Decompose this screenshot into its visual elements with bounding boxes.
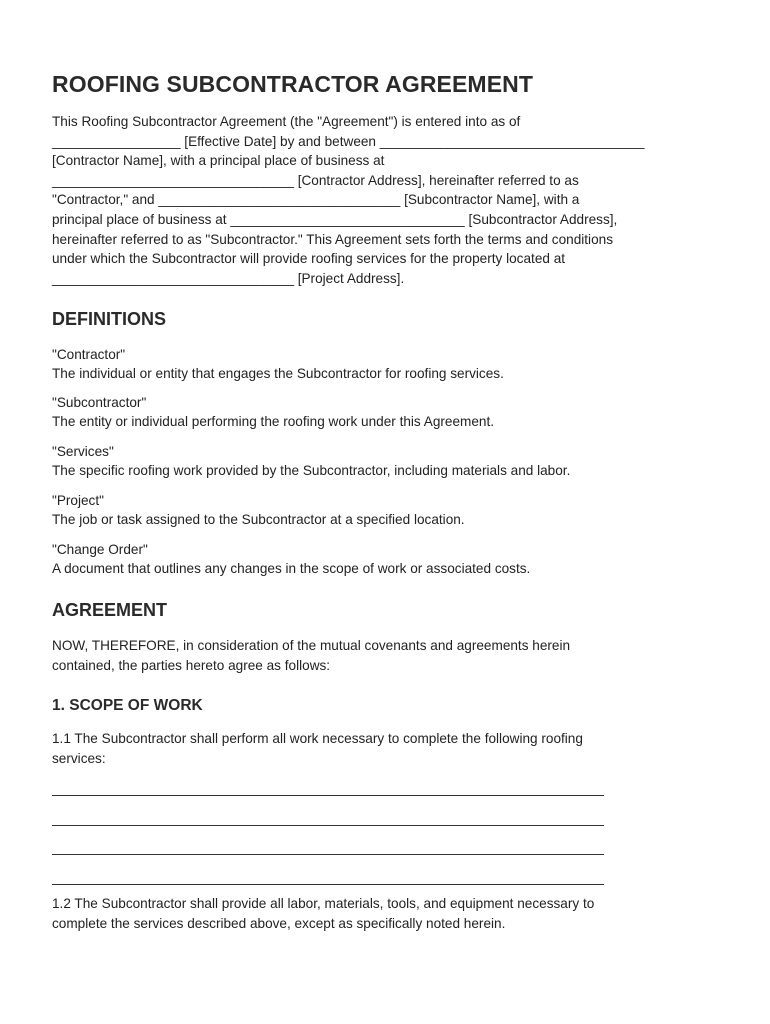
intro-line: This Roofing Subcontractor Agreement (the "Agreement") is entered into as of — [52, 114, 521, 129]
services-blank-line[interactable] — [52, 854, 604, 855]
clause-1-2 — [52, 894, 732, 933]
intro-line: hereinafter referred to as "Subcontractor." This Agreement sets forth the terms and conditions — [52, 231, 613, 247]
definition-description: The job or task assigned to the Subcontractor at a specified location. — [52, 512, 465, 528]
paragraph-line: complete the services described above, except as specifically noted herein. — [52, 915, 506, 931]
definition-description: A document that outlines any changes in the scope of work or associated costs. — [52, 561, 531, 577]
definition-item — [52, 345, 732, 384]
intro-line: "Contractor," and ________________________________ [Subcontractor Name], with a — [52, 192, 580, 208]
definition-description: The specific roofing work provided by the Subcontractor, including materials and labor. — [52, 463, 571, 479]
paragraph-line: services: — [52, 750, 106, 766]
definition-term: "Contractor" — [52, 347, 126, 362]
intro-line: ________________________________ [Contractor Address], hereinafter referred to as — [52, 172, 579, 188]
definition-term: "Subcontractor" — [52, 395, 147, 410]
definition-term: "Change Order" — [52, 542, 148, 557]
definition-description: The entity or individual performing the roofing work under this Agreement. — [52, 414, 495, 430]
intro-line: ________________________________ [Project Address]. — [52, 270, 405, 286]
definition-item — [52, 491, 732, 530]
intro-line: _________________ [Effective Date] by and between ___________________________________ — [52, 133, 645, 149]
definition-item — [52, 393, 732, 432]
services-blank-line[interactable] — [52, 795, 604, 796]
paragraph-line: 1.1 The Subcontractor shall perform all work necessary to complete the following roofing — [52, 731, 583, 746]
agreement-heading: AGREEMENT — [52, 600, 168, 620]
services-blank-line[interactable] — [52, 884, 604, 885]
intro-line: principal place of business at _______________________________ [Subcontractor Address], — [52, 211, 618, 227]
intro-paragraph — [52, 112, 732, 288]
definitions-heading: DEFINITIONS — [52, 309, 167, 329]
definition-item — [52, 540, 732, 579]
services-blank-line[interactable] — [52, 825, 604, 826]
definition-term: "Project" — [52, 493, 104, 508]
intro-line: under which the Subcontractor will provide roofing services for the property located at — [52, 251, 566, 267]
agreement-paragraph — [52, 636, 732, 675]
definition-description: The individual or entity that engages the Subcontractor for roofing services. — [52, 366, 504, 382]
paragraph-line: NOW, THEREFORE, in consideration of the mutual covenants and agreements herein — [52, 638, 571, 653]
paragraph-line: 1.2 The Subcontractor shall provide all labor, materials, tools, and equipment necessary to — [52, 896, 595, 911]
paragraph-line: contained, the parties hereto agree as follows: — [52, 657, 331, 673]
intro-line: [Contractor Name], with a principal place of business at — [52, 153, 385, 169]
definition-item — [52, 442, 732, 481]
definition-term: "Services" — [52, 444, 114, 459]
document-title: ROOFING SUBCONTRACTOR AGREEMENT — [52, 71, 533, 97]
clause-1-1 — [52, 729, 732, 768]
scope-of-work-heading: 1. SCOPE OF WORK — [52, 697, 203, 714]
